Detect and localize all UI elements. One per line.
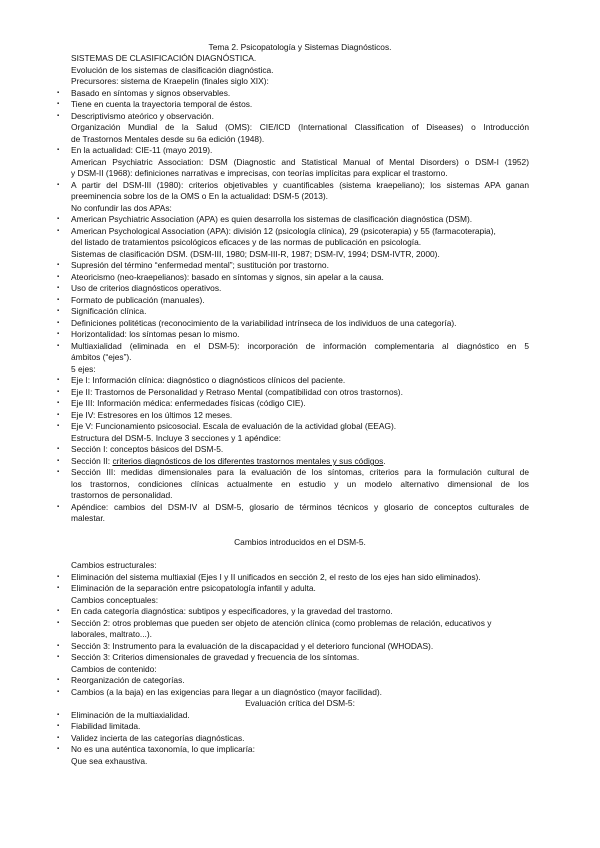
bullet-icon	[57, 272, 59, 283]
bullet-icon	[57, 467, 59, 478]
bullet-icon	[57, 260, 59, 271]
list-item: No es una auténtica taxonomía, lo que implicaría:	[71, 744, 255, 754]
list-item: Sección 3: Criterios dimensionales de gravedad y frecuencia de los síntomas.	[71, 652, 360, 662]
section-heading: SISTEMAS DE CLASIFICACIÓN DIAGNÓSTICA.	[71, 53, 257, 63]
list-item-cont: del listado de tratamientos psicológicos eficaces y de las normas de publicación en psicología.	[71, 237, 422, 247]
bullet-icon	[57, 687, 59, 698]
list-item: Horizontalidad: los síntomas pesan lo mismo.	[71, 329, 240, 339]
list-item: Uso de criterios diagnósticos operativos.	[71, 283, 222, 293]
subheading-estructura: Estructura del DSM-5. Incluye 3 secciones y 1 apéndice:	[71, 433, 281, 443]
paragraph-apa-cont: y DSM-II (1968): definiciones narrativas e imprecisas, con teorías implícitas para explicar el trastorno.	[71, 168, 448, 178]
bullet-icon	[57, 145, 59, 156]
bullet-icon	[57, 341, 59, 352]
subheading-contenido: Cambios de contenido:	[71, 664, 157, 674]
page-title: Tema 2. Psicopatología y Sistemas Diagnósticos.	[208, 42, 392, 52]
list-item: Supresión del término “enfermedad mental”; sustitución por trastorno.	[71, 260, 329, 270]
list-item: Basado en síntomas y signos observables.	[71, 88, 231, 98]
paragraph-apa: American Psychiatric Association: DSM (Diagnostic and Statistical Manual of Mental Disorders) o DSM-I (1952)	[71, 157, 529, 167]
list-item: Fiabilidad limitada.	[71, 721, 141, 731]
subheading-estructurales: Cambios estructurales:	[71, 560, 157, 570]
list-item: Eje IV: Estresores en los últimos 12 meses.	[71, 410, 233, 420]
list-item: Sección I: conceptos básicos del DSM-5.	[71, 444, 224, 454]
bullet-icon	[57, 318, 59, 329]
list-item: Eje V: Funcionamiento psicosocial. Escala de evaluación de la actividad global (EEAG).	[71, 421, 397, 431]
bullet-icon	[57, 306, 59, 317]
sub-item-exhaustiva: Que sea exhaustiva.	[71, 756, 148, 766]
bullet-icon	[57, 398, 59, 409]
cambios-title: Cambios introducidos en el DSM-5.	[234, 537, 366, 547]
bullet-icon	[57, 618, 59, 629]
list-item: En cada categoría diagnóstica: subtipos y especificadores, y la gravedad del trastorno.	[71, 606, 393, 616]
seccion2-underlined-text: criterios diagnósticos de los diferentes trastornos mentales y sus códigos	[112, 456, 384, 466]
list-item: Significación clínica.	[71, 306, 147, 316]
bullet-icon	[57, 410, 59, 421]
bullet-icon	[57, 99, 59, 110]
list-item: Ateoricismo (neo-kraepelianos): basado en síntomas y signos, sin apelar a la causa.	[71, 272, 384, 282]
list-item: Descriptivismo ateórico y observación.	[71, 111, 214, 121]
bullet-icon	[57, 329, 59, 340]
list-item: Eliminación de la separación entre psicopatología infantil y adulta.	[71, 583, 316, 593]
list-item-cont: laborales, maltrato...).	[71, 629, 152, 639]
bullet-icon	[57, 733, 59, 744]
subheading-conceptuales: Cambios conceptuales:	[71, 595, 159, 605]
list-item: Sección 2: otros problemas que pueden ser objeto de atención clínica (como problemas de relación, educativos y	[71, 618, 492, 628]
bullet-icon	[57, 180, 59, 191]
bullet-icon	[57, 226, 59, 237]
bullet-icon	[57, 387, 59, 398]
list-item: Definiciones politéticas (reconocimiento de la variabilidad intrínseca de los individuos de una categoría).	[71, 318, 457, 328]
list-item-cont: preeminencia sobre los de la OMS o En la actualidad: DSM-5 (2013).	[71, 191, 328, 201]
list-item-cont: malestar.	[71, 513, 105, 523]
bullet-icon	[57, 502, 59, 513]
list-item: Sección III: medidas dimensionales para la evaluación de los síntomas, criterios para la formulación cultural de	[71, 467, 529, 477]
bullet-icon	[57, 710, 59, 721]
subheading-sistemas-dsm: Sistemas de clasificación DSM. (DSM-III, 1980; DSM-III-R, 1987; DSM-IV, 1994; DSM-IVTR, 2000).	[71, 249, 440, 259]
bullet-icon	[57, 283, 59, 294]
list-item: Tiene en cuenta la trayectoria temporal de éstos.	[71, 99, 253, 109]
list-item: A partir del DSM-III (1980): criterios objetivables y cuantificables (sistema kraepeliano); los sistemas APA ganan	[71, 180, 529, 190]
bullet-icon	[57, 88, 59, 99]
bullet-icon	[57, 675, 59, 686]
list-item: Reorganización de categorías.	[71, 675, 185, 685]
bullet-icon	[57, 572, 59, 583]
bullet-icon	[57, 606, 59, 617]
subheading-evolucion: Evolución de los sistemas de clasificación diagnóstica.	[71, 65, 274, 75]
bullet-icon	[57, 421, 59, 432]
list-item: En la actualidad: CIE-11 (mayo 2019).	[71, 145, 213, 155]
list-item-cont: ámbitos (“ejes”).	[71, 352, 132, 362]
list-item: Eje I: Información clínica: diagnóstico o diagnósticos clínicos del paciente.	[71, 375, 346, 385]
seccion2-prefix: Sección II:	[71, 456, 113, 466]
list-item	[71, 456, 529, 467]
subheading-no-confundir: No confundir las dos APAs:	[71, 203, 172, 213]
list-item: Cambios (a la baja) en las exigencias para llegar a un diagnóstico (mayor facilidad).	[71, 687, 382, 697]
bullet-icon	[57, 214, 59, 225]
list-item-cont: los trastornos, condiciones clínicas actualmente en estudio y un modelo alternativo dimensional de los	[71, 479, 529, 489]
bullet-icon	[57, 641, 59, 652]
subheading-precursores: Precursores: sistema de Kraepelin (finales siglo XIX):	[71, 76, 269, 86]
list-item-cont: trastornos de personalidad.	[71, 490, 173, 500]
subheading-ejes: 5 ejes:	[71, 364, 96, 374]
list-item: Apéndice: cambios del DSM-IV al DSM-5, glosario de términos técnicos y glosario de conceptos culturales de	[71, 502, 529, 512]
bullet-icon	[57, 375, 59, 386]
bullet-icon	[57, 456, 59, 467]
bullet-icon	[57, 295, 59, 306]
list-item: American Psychological Association (APA): división 12 (psicología clínica), 29 (psicoterapia) y 55 (farmacoterapia),	[71, 226, 496, 236]
list-item: Eliminación del sistema multiaxial (Ejes I y II unificados en sección 2, el resto de los ejes han sido eliminados).	[71, 572, 481, 582]
bullet-icon	[57, 652, 59, 663]
list-item: Eliminación de la multiaxialidad.	[71, 710, 190, 720]
bullet-icon	[57, 444, 59, 455]
evaluacion-title: Evaluación crítica del DSM-5:	[245, 698, 355, 708]
list-item: Validez incierta de las categorías diagnósticas.	[71, 733, 245, 743]
bullet-icon	[57, 721, 59, 732]
list-item: Eje II: Trastornos de Personalidad y Retraso Mental (compatibilidad con otros trastornos).	[71, 387, 403, 397]
list-item: Eje III: Información médica: enfermedades físicas (código CIE).	[71, 398, 306, 408]
seccion2-suffix: .	[383, 456, 386, 466]
bullet-icon	[57, 111, 59, 122]
list-item: Sección 3: Instrumento para la evaluación de la discapacidad y el deterioro funcional (WHODAS).	[71, 641, 434, 651]
list-item: Formato de publicación (manuales).	[71, 295, 205, 305]
paragraph-oms: Organización Mundial de la Salud (OMS): CIE/ICD (International Classification of Diseases) o Introducción	[71, 122, 529, 132]
list-item: Multiaxialidad (eliminada en el DSM-5): incorporación de información complementaria al diagnóstico en 5	[71, 341, 529, 351]
bullet-icon	[57, 583, 59, 594]
paragraph-oms-cont: de Trastornos Mentales desde su 6a edición (1948).	[71, 134, 265, 144]
list-item: American Psychiatric Association (APA) es quien desarrolla los sistemas de clasificación diagnóstica (DSM).	[71, 214, 473, 224]
bullet-icon	[57, 744, 59, 755]
